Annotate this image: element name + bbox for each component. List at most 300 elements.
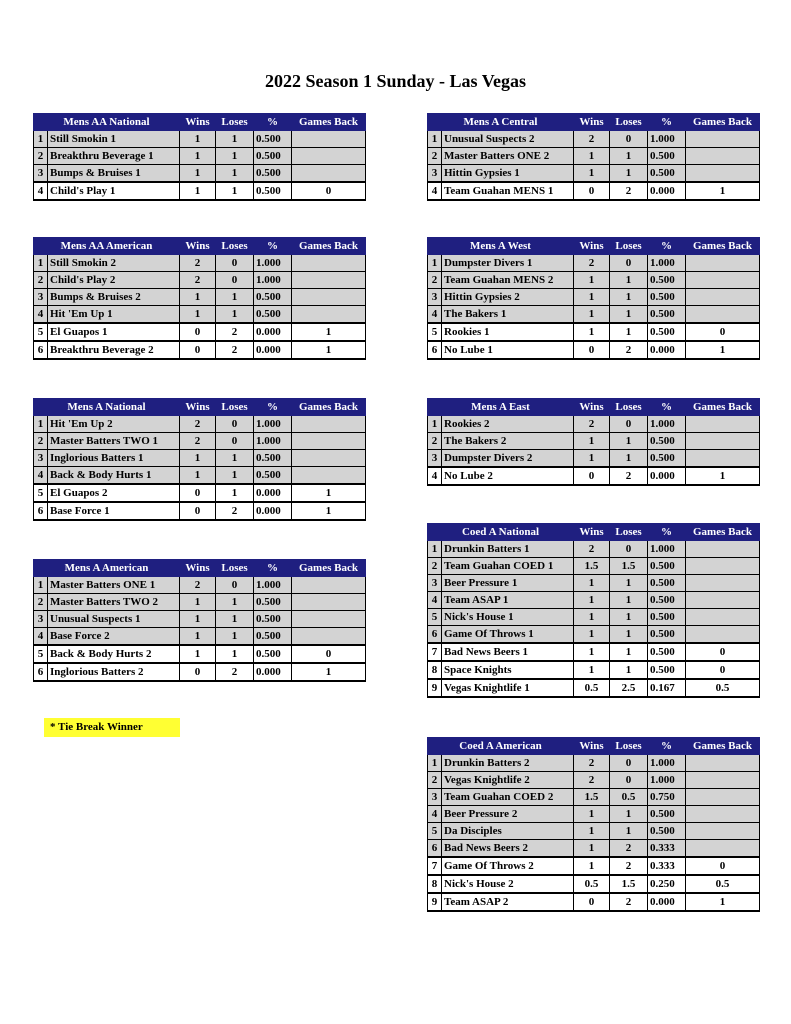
pct-cell: 0.500 (648, 823, 686, 840)
games-back-cell: 0.5 (686, 875, 760, 893)
division-name: Mens A West (428, 238, 574, 255)
team-name-cell: Bad News Beers 1 (442, 643, 574, 661)
loses-cell: 1 (216, 594, 254, 611)
games-back-cell: 0 (292, 182, 366, 200)
wins-cell: 1 (180, 645, 216, 663)
rank-cell: 3 (34, 165, 48, 183)
rank-cell: 2 (34, 272, 48, 289)
games-back-cell: 1 (686, 467, 760, 485)
loses-cell: 2 (216, 323, 254, 341)
loses-cell: 1 (610, 433, 648, 450)
games-back-cell (292, 467, 366, 485)
loses-header: Loses (216, 399, 254, 416)
games-back-cell (292, 255, 366, 272)
wins-cell: 1 (574, 661, 610, 679)
pct-cell: 0.500 (648, 306, 686, 324)
games-back-cell: 1 (686, 182, 760, 200)
page-title: 2022 Season 1 Sunday - Las Vegas (264, 71, 527, 91)
rank-cell: 3 (34, 611, 48, 628)
table-row (428, 661, 760, 679)
team-name-cell: Team Guahan COED 2 (442, 789, 574, 806)
wins-cell: 2 (574, 131, 610, 148)
loses-cell: 1 (610, 272, 648, 289)
pct-cell: 1.000 (254, 433, 292, 450)
team-name-cell: Unusual Suspects 2 (442, 131, 574, 148)
wins-cell: 1 (180, 289, 216, 306)
table-row (34, 165, 366, 183)
wins-cell: 1 (180, 165, 216, 183)
rank-cell: 4 (428, 806, 442, 823)
rank-cell: 7 (428, 857, 442, 875)
pct-cell: 0.500 (648, 289, 686, 306)
table-row (34, 255, 366, 272)
games-back-cell: 0 (686, 323, 760, 341)
table-row (428, 165, 760, 183)
games-back-cell (686, 789, 760, 806)
rank-cell: 7 (428, 643, 442, 661)
loses-cell: 2 (216, 341, 254, 359)
wins-cell: 2 (180, 577, 216, 594)
wins-cell: 1 (180, 611, 216, 628)
loses-header: Loses (216, 238, 254, 255)
games-back-cell (686, 558, 760, 575)
team-name-cell: Dumpster Divers 2 (442, 450, 574, 468)
pct-cell: 0.500 (648, 643, 686, 661)
loses-cell: 0 (610, 416, 648, 433)
division-name: Coed A National (428, 524, 574, 541)
games-back-cell: 1 (292, 341, 366, 359)
standings-table (33, 559, 366, 682)
team-name-cell: Master Batters ONE 1 (48, 577, 180, 594)
loses-cell: 1 (610, 661, 648, 679)
team-name-cell: No Lube 2 (442, 467, 574, 485)
loses-cell: 1 (216, 611, 254, 628)
wins-cell: 2 (574, 255, 610, 272)
pct-cell: 0.333 (648, 857, 686, 875)
rank-cell: 3 (34, 289, 48, 306)
loses-cell: 1 (216, 289, 254, 306)
wins-header: Wins (180, 114, 216, 131)
standings-table (427, 523, 760, 698)
wins-cell: 2 (180, 433, 216, 450)
rank-cell: 2 (428, 772, 442, 789)
wins-cell: 0 (180, 663, 216, 681)
team-name-cell: Beer Pressure 2 (442, 806, 574, 823)
table-row (428, 755, 760, 772)
team-name-cell: Child's Play 2 (48, 272, 180, 289)
games-back-cell (292, 306, 366, 324)
loses-cell: 1 (216, 450, 254, 467)
pct-header: % (648, 738, 686, 755)
games-back-cell (686, 416, 760, 433)
pct-cell: 0.500 (648, 450, 686, 468)
table-row (34, 289, 366, 306)
wins-cell: 1 (180, 467, 216, 485)
team-name-cell: Hit 'Em Up 2 (48, 416, 180, 433)
loses-cell: 1 (216, 484, 254, 502)
table-row (34, 663, 366, 681)
table-row (34, 323, 366, 341)
pct-cell: 0.500 (648, 626, 686, 644)
table-row (428, 857, 760, 875)
loses-cell: 0 (216, 433, 254, 450)
pct-cell: 0.500 (254, 148, 292, 165)
rank-cell: 9 (428, 893, 442, 911)
wins-header: Wins (574, 238, 610, 255)
pct-cell: 1.000 (648, 131, 686, 148)
team-name-cell: Team Guahan COED 1 (442, 558, 574, 575)
games-back-cell (292, 628, 366, 646)
games-back-cell: 0 (686, 857, 760, 875)
games-back-header: Games Back (686, 399, 760, 416)
division-name: Mens A National (34, 399, 180, 416)
team-name-cell: No Lube 1 (442, 341, 574, 359)
team-name-cell: Inglorious Batters 1 (48, 450, 180, 467)
table-row (428, 341, 760, 359)
wins-header: Wins (574, 738, 610, 755)
table-row (34, 502, 366, 520)
team-name-cell: Da Disciples (442, 823, 574, 840)
pct-cell: 0.500 (648, 558, 686, 575)
team-name-cell: El Guapos 1 (48, 323, 180, 341)
table-row (428, 467, 760, 485)
pct-header: % (648, 524, 686, 541)
pct-cell: 0.500 (254, 594, 292, 611)
table-row (34, 577, 366, 594)
pct-header: % (254, 399, 292, 416)
rank-cell: 3 (428, 165, 442, 183)
team-name-cell: Breakthru Beverage 1 (48, 148, 180, 165)
games-back-cell (292, 416, 366, 433)
team-name-cell: Dumpster Divers 1 (442, 255, 574, 272)
wins-cell: 2 (180, 255, 216, 272)
pct-cell: 0.500 (254, 165, 292, 183)
rank-cell: 8 (428, 661, 442, 679)
games-back-cell (686, 626, 760, 644)
standings-table (427, 737, 760, 912)
loses-cell: 0 (216, 255, 254, 272)
rank-cell: 4 (428, 306, 442, 324)
pct-cell: 0.000 (254, 341, 292, 359)
loses-cell: 1.5 (610, 558, 648, 575)
wins-cell: 1 (180, 131, 216, 148)
games-back-cell: 1 (292, 502, 366, 520)
games-back-cell (686, 772, 760, 789)
loses-header: Loses (216, 114, 254, 131)
team-name-cell: Bad News Beers 2 (442, 840, 574, 858)
loses-cell: 1 (610, 165, 648, 183)
games-back-cell (686, 592, 760, 609)
pct-cell: 0.500 (648, 661, 686, 679)
table-row (428, 306, 760, 324)
rank-cell: 3 (34, 450, 48, 467)
rank-cell: 5 (34, 484, 48, 502)
table-row (428, 789, 760, 806)
rank-cell: 3 (428, 789, 442, 806)
rank-cell: 1 (34, 131, 48, 148)
wins-cell: 1 (180, 182, 216, 200)
table-row (34, 148, 366, 165)
loses-cell: 1 (216, 165, 254, 183)
rank-cell: 6 (34, 502, 48, 520)
loses-cell: 2 (610, 893, 648, 911)
games-back-cell: 0 (686, 643, 760, 661)
wins-cell: 1 (574, 323, 610, 341)
team-name-cell: The Bakers 1 (442, 306, 574, 324)
loses-cell: 1 (610, 148, 648, 165)
games-back-cell (292, 272, 366, 289)
standings-table (33, 113, 366, 201)
division-name: Mens AA American (34, 238, 180, 255)
pct-cell: 0.500 (648, 148, 686, 165)
pct-header: % (254, 238, 292, 255)
wins-cell: 1 (180, 306, 216, 324)
games-back-cell: 1 (686, 341, 760, 359)
rank-cell: 2 (428, 148, 442, 165)
wins-cell: 1 (574, 272, 610, 289)
games-back-cell (686, 306, 760, 324)
team-name-cell: Bumps & Bruises 1 (48, 165, 180, 183)
games-back-cell: 1 (292, 323, 366, 341)
table-row (428, 416, 760, 433)
division-name: Mens A East (428, 399, 574, 416)
table-row (428, 541, 760, 558)
pct-cell: 0.750 (648, 789, 686, 806)
team-name-cell: Back & Body Hurts 2 (48, 645, 180, 663)
team-name-cell: Beer Pressure 1 (442, 575, 574, 592)
games-back-header: Games Back (292, 238, 366, 255)
team-name-cell: Hittin Gypsies 1 (442, 165, 574, 183)
games-back-cell (292, 577, 366, 594)
team-name-cell: Hit 'Em Up 1 (48, 306, 180, 324)
games-back-cell (686, 575, 760, 592)
wins-header: Wins (574, 524, 610, 541)
rank-cell: 1 (428, 416, 442, 433)
table-row (428, 875, 760, 893)
loses-cell: 0 (610, 541, 648, 558)
pct-cell: 1.000 (254, 272, 292, 289)
table-row (34, 467, 366, 485)
games-back-cell (686, 541, 760, 558)
table-row (34, 182, 366, 200)
rank-cell: 5 (428, 609, 442, 626)
team-name-cell: Rookies 1 (442, 323, 574, 341)
loses-cell: 1 (610, 823, 648, 840)
team-name-cell: Team Guahan MENS 2 (442, 272, 574, 289)
loses-cell: 0 (610, 255, 648, 272)
pct-cell: 0.500 (648, 165, 686, 183)
rank-cell: 9 (428, 679, 442, 697)
team-name-cell: Game Of Throws 1 (442, 626, 574, 644)
wins-cell: 0 (180, 502, 216, 520)
games-back-cell (686, 165, 760, 183)
wins-cell: 1 (180, 450, 216, 467)
loses-header: Loses (610, 114, 648, 131)
table-row (34, 611, 366, 628)
table-row (34, 450, 366, 467)
games-back-cell (686, 131, 760, 148)
loses-header: Loses (610, 399, 648, 416)
rank-cell: 2 (428, 272, 442, 289)
games-back-cell (686, 433, 760, 450)
team-name-cell: Master Batters TWO 2 (48, 594, 180, 611)
pct-cell: 1.000 (648, 255, 686, 272)
wins-cell: 0.5 (574, 679, 610, 697)
pct-cell: 0.000 (254, 663, 292, 681)
games-back-cell (292, 611, 366, 628)
pct-cell: 1.000 (648, 416, 686, 433)
pct-cell: 1.000 (254, 416, 292, 433)
games-back-header: Games Back (292, 560, 366, 577)
rank-cell: 2 (34, 148, 48, 165)
pct-cell: 0.500 (254, 450, 292, 467)
games-back-cell (292, 165, 366, 183)
pct-header: % (648, 238, 686, 255)
loses-cell: 1 (610, 592, 648, 609)
pct-cell: 0.500 (648, 575, 686, 592)
rank-cell: 6 (34, 663, 48, 681)
loses-cell: 2 (610, 467, 648, 485)
pct-cell: 0.500 (648, 433, 686, 450)
games-back-cell (292, 433, 366, 450)
games-back-cell (292, 594, 366, 611)
games-back-cell (292, 148, 366, 165)
rank-cell: 4 (428, 467, 442, 485)
loses-cell: 1 (610, 609, 648, 626)
rank-cell: 2 (34, 433, 48, 450)
table-row (428, 840, 760, 858)
team-name-cell: El Guapos 2 (48, 484, 180, 502)
games-back-cell (686, 806, 760, 823)
wins-cell: 2 (180, 272, 216, 289)
pct-header: % (648, 114, 686, 131)
wins-cell: 1.5 (574, 789, 610, 806)
team-name-cell: Unusual Suspects 1 (48, 611, 180, 628)
division-name: Mens A American (34, 560, 180, 577)
table-row (34, 628, 366, 646)
wins-cell: 1 (574, 575, 610, 592)
table-row (428, 806, 760, 823)
wins-cell: 2 (574, 541, 610, 558)
loses-cell: 2 (610, 341, 648, 359)
team-name-cell: Base Force 1 (48, 502, 180, 520)
rank-cell: 3 (428, 450, 442, 468)
loses-cell: 1 (610, 323, 648, 341)
table-row (428, 182, 760, 200)
pct-cell: 1.000 (254, 255, 292, 272)
wins-cell: 1 (180, 148, 216, 165)
loses-cell: 1 (216, 306, 254, 324)
rank-cell: 3 (428, 289, 442, 306)
wins-cell: 1 (574, 840, 610, 858)
wins-cell: 1 (574, 165, 610, 183)
wins-header: Wins (574, 399, 610, 416)
table-row (34, 433, 366, 450)
table-row (34, 306, 366, 324)
rank-cell: 1 (428, 131, 442, 148)
loses-cell: 1 (610, 306, 648, 324)
loses-cell: 2 (216, 502, 254, 520)
pct-cell: 0.500 (254, 467, 292, 485)
games-back-header: Games Back (686, 238, 760, 255)
wins-cell: 1 (574, 609, 610, 626)
loses-header: Loses (610, 738, 648, 755)
loses-cell: 1 (216, 131, 254, 148)
standings-table (427, 113, 760, 201)
wins-cell: 1 (574, 289, 610, 306)
games-back-cell (686, 755, 760, 772)
table-row (428, 148, 760, 165)
wins-cell: 0 (180, 484, 216, 502)
team-name-cell: Base Force 2 (48, 628, 180, 646)
table-row (428, 626, 760, 644)
games-back-cell: 1 (292, 663, 366, 681)
loses-cell: 1 (216, 645, 254, 663)
wins-cell: 0 (574, 467, 610, 485)
table-row (428, 289, 760, 306)
team-name-cell: Vegas Knightlife 2 (442, 772, 574, 789)
games-back-cell (686, 289, 760, 306)
team-name-cell: Still Smokin 2 (48, 255, 180, 272)
loses-header: Loses (216, 560, 254, 577)
pct-cell: 0.000 (254, 484, 292, 502)
rank-cell: 6 (34, 341, 48, 359)
wins-cell: 1 (574, 626, 610, 644)
rank-cell: 4 (34, 628, 48, 646)
rank-cell: 6 (428, 341, 442, 359)
pct-header: % (254, 114, 292, 131)
table-row (428, 575, 760, 592)
pct-cell: 0.500 (254, 306, 292, 324)
wins-cell: 1 (574, 857, 610, 875)
table-row (34, 416, 366, 433)
games-back-cell (292, 450, 366, 467)
games-back-cell (686, 255, 760, 272)
team-name-cell: Team Guahan MENS 1 (442, 182, 574, 200)
loses-cell: 0 (216, 416, 254, 433)
table-row (428, 772, 760, 789)
wins-header: Wins (180, 238, 216, 255)
loses-cell: 2.5 (610, 679, 648, 697)
wins-header: Wins (574, 114, 610, 131)
pct-cell: 0.167 (648, 679, 686, 697)
pct-cell: 1.000 (648, 772, 686, 789)
games-back-cell: 1 (686, 893, 760, 911)
standings-table (33, 398, 366, 521)
pct-cell: 0.500 (648, 592, 686, 609)
table-row (428, 893, 760, 911)
pct-cell: 0.500 (254, 182, 292, 200)
loses-header: Loses (610, 238, 648, 255)
rank-cell: 1 (34, 255, 48, 272)
rank-cell: 1 (428, 755, 442, 772)
loses-cell: 2 (610, 857, 648, 875)
loses-cell: 0.5 (610, 789, 648, 806)
wins-cell: 1 (574, 148, 610, 165)
table-row (428, 323, 760, 341)
wins-header: Wins (180, 399, 216, 416)
rank-cell: 1 (34, 416, 48, 433)
games-back-cell: 0 (292, 645, 366, 663)
pct-cell: 0.333 (648, 840, 686, 858)
wins-cell: 1 (180, 628, 216, 646)
wins-cell: 2 (574, 772, 610, 789)
pct-cell: 0.250 (648, 875, 686, 893)
tie-break-note: * Tie Break Winner (44, 718, 180, 737)
loses-cell: 2 (610, 182, 648, 200)
division-name: Mens AA National (34, 114, 180, 131)
pct-cell: 0.500 (254, 289, 292, 306)
